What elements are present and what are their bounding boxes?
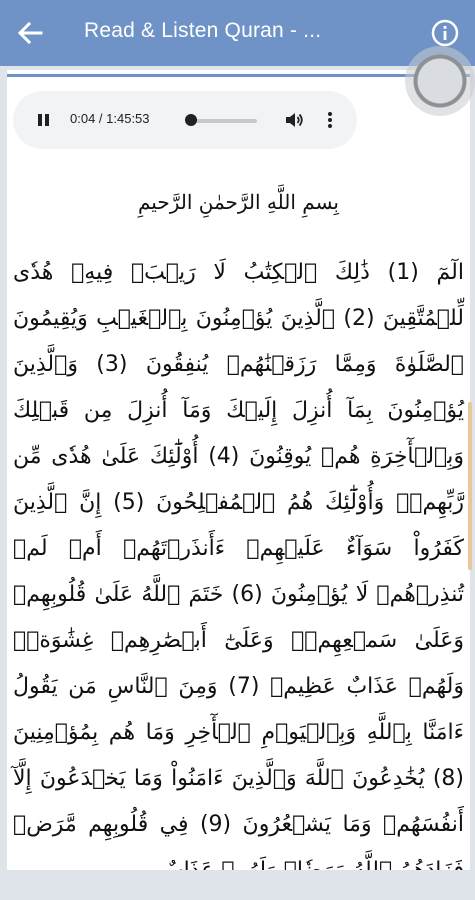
info-icon (431, 19, 459, 47)
info-button[interactable] (429, 17, 461, 49)
volume-button[interactable] (284, 110, 304, 130)
reading-pane[interactable] (7, 70, 470, 870)
arrow-left-icon (16, 19, 44, 47)
playback-time: 0:04 / 1:45:53 (70, 111, 150, 126)
volume-icon (284, 110, 304, 130)
scrollbar-thumb[interactable] (468, 402, 472, 570)
touch-ripple (405, 46, 475, 116)
basmala: بِسمِ اللَّهِ الرَّحمٰنِ الرَّحيمِ (137, 190, 339, 214)
pause-button[interactable] (35, 111, 53, 129)
more-options-button[interactable] (324, 110, 336, 130)
back-button[interactable] (14, 17, 46, 49)
divider (7, 74, 470, 77)
bottom-bar (0, 870, 475, 900)
pause-icon (35, 111, 53, 129)
more-vertical-icon (324, 110, 336, 130)
verses-text: الٓمٓ (1) ذَٰلِكَ ٱلۡكِتَٰبُ لَا رَيۡبَۛ فِيهِۛ هُدٗى لِّلۡمُتَّقِينَ (2) ٱلَّذِينَ يُؤۡمِنُونَ بِٱلۡغَيۡبِ وَيُقِيمُونَ ٱلصَّلَوٰةَ وَمِمَّا رَزَقۡنَٰهُمۡ يُنفِقُونَ (3) وَٱلَّذِينَ يُؤۡمِنُونَ بِمَآ أُنزِلَ إِلَيۡكَ وَمَآ أُنزِلَ مِن قَبۡلِكَ وَبِٱلۡأٓخِرَةِ هُمۡ يُوقِنُونَ (4) أُوْلَٰٓئِكَ عَلَىٰ هُدٗى مِّن رَّبِّهِمۡۖ وَأُوْلَٰٓئِكَ هُمُ ٱلۡمُفۡلِحُونَ (5) إِنَّ ٱلَّذِينَ كَفَرُواْ سَوَآءٌ عَلَيۡهِمۡ ءَأَنذَرۡتَهُمۡ أَمۡ لَمۡ تُنذِرۡهُمۡ لَا يُؤۡمِنُونَ (6) خَتَمَ ٱللَّهُ عَلَىٰ قُلُوبِهِمۡ وَعَلَىٰ سَمۡعِهِمۡۖ وَعَلَىٰٓ أَبۡصَٰرِهِمۡ غِشَٰوَةٞۖ وَلَهُمۡ عَذَابٌ عَظِيمٞ (7) وَمِنَ ٱلنَّاسِ مَن يَقُولُ ءَامَنَّا بِٱللَّهِ وَبِٱلۡيَوۡمِ ٱلۡأٓخِرِ وَمَا هُم بِمُؤۡمِنِينَ (8) يُخَٰدِعُونَ ٱللَّهَ وَٱلَّذِينَ ءَامَنُواْ وَمَا يَخۡدَعُونَ إِلَّآ أَنفُسَهُمۡ وَمَا يَشۡعُرُونَ (9) فِي قُلُوبِهِم مَّرَضٞ (13, 260, 464, 837)
seek-thumb[interactable] (185, 114, 197, 126)
seek-bar[interactable] (195, 119, 257, 123)
app-bar (0, 0, 475, 66)
app-title: Read & Listen Quran - ... (84, 19, 322, 42)
audio-player[interactable] (13, 91, 357, 149)
